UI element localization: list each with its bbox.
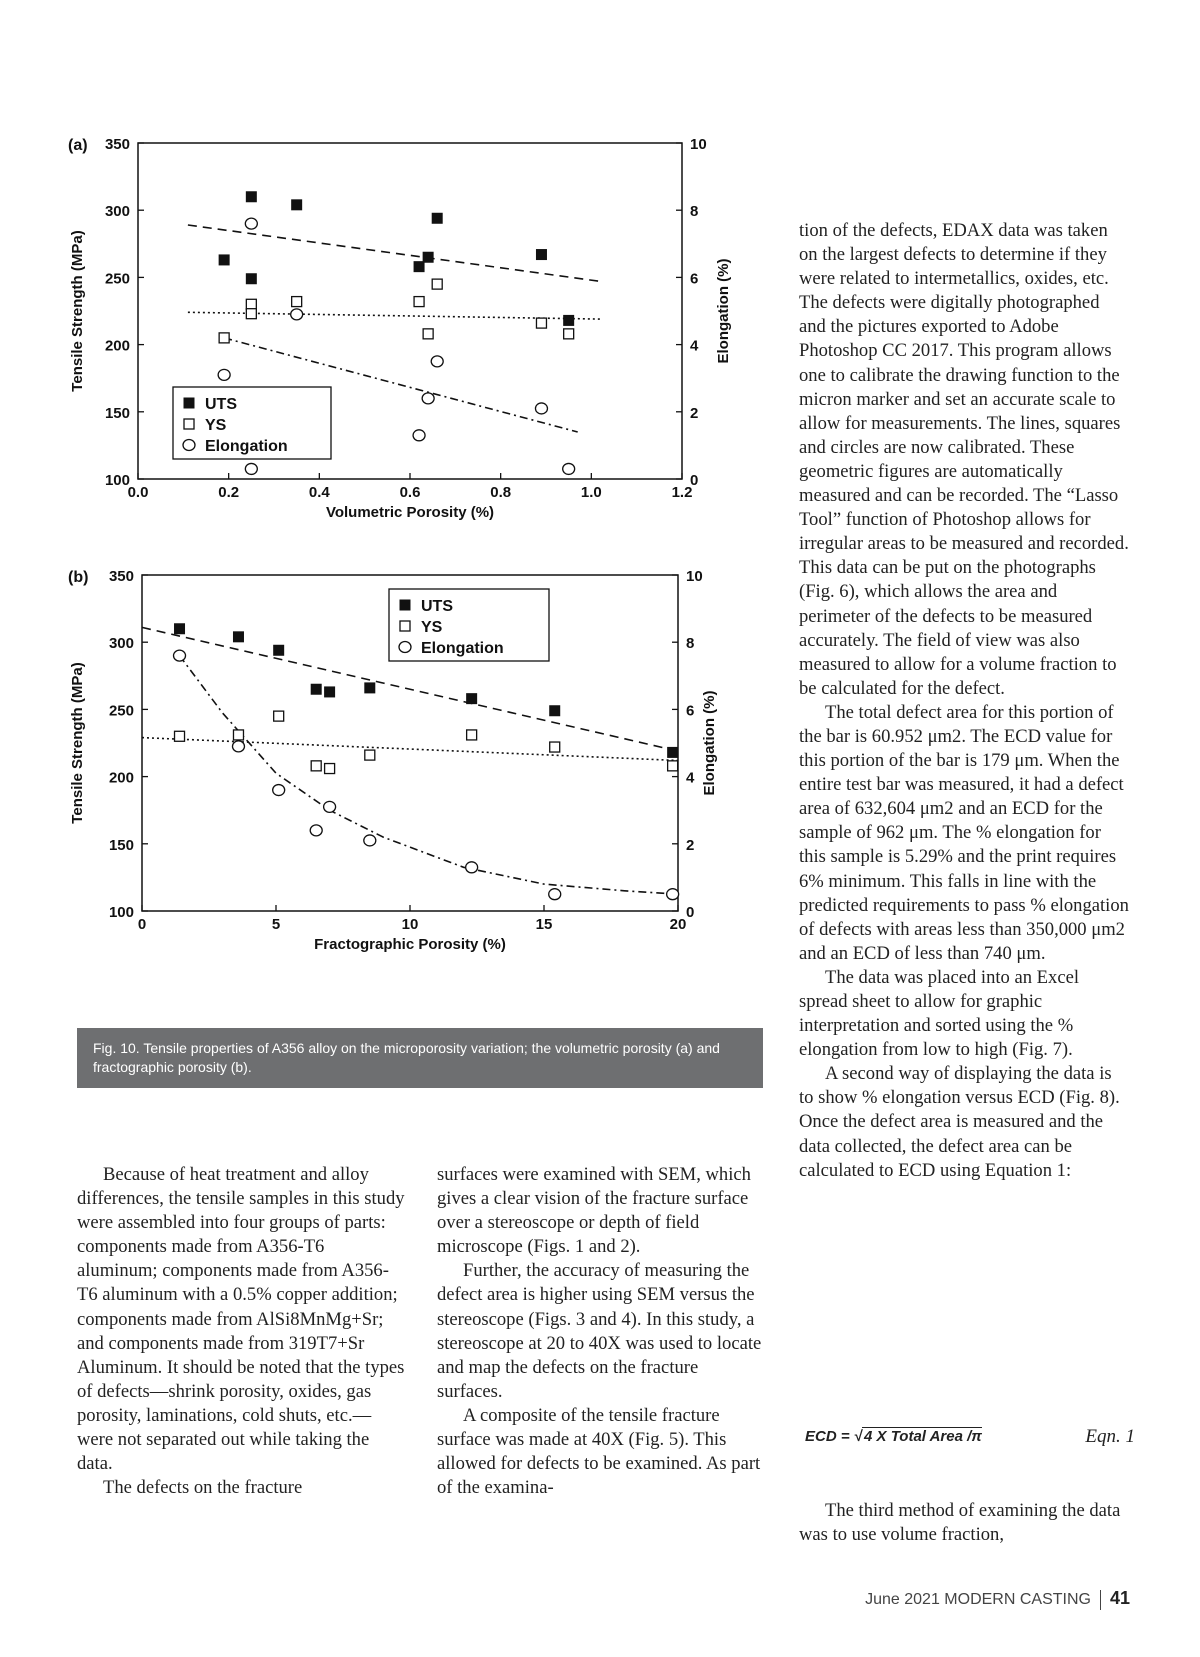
legend-marker-uts [184, 398, 195, 409]
paragraph: Because of heat treatment and alloy differences, the tensile samples in this study were assembled into four groups of parts: components made from A356-T6 aluminum; components made from A356-T6 aluminum with a 0.5% copper addition; components made from AlSi8MnMg+Sr; and components made from 319T7+Sr Aluminum. It should be noted that the types of defects—shrink porosity, oxides, gas porosity, laminations, cold shuts, etc.—were not separated out while taking the data. [77, 1164, 405, 1475]
x-tick-label: 5 [271, 916, 281, 933]
text-column-3-end [799, 1499, 1129, 1547]
chart-b [68, 565, 750, 990]
y2-axis-label: Elongation (%) [701, 690, 718, 796]
data-point-elongation [291, 309, 303, 320]
legend-marker-elongation [183, 440, 195, 451]
y-tick-label: 100 [104, 472, 130, 489]
text-column-1 [77, 1163, 407, 1500]
data-point-uts [311, 684, 322, 695]
y2-tick-label: 10 [690, 136, 707, 153]
legend-label: YS [205, 417, 227, 434]
legend-marker-ys [400, 621, 410, 631]
paragraph: Further, the accuracy of measuring the defect area is higher using SEM versus the stereoscope (Figs. 3 and 4). In this study, a stereoscope at 20 to 40X was used to locate and map the defects on the fracture surfaces. [437, 1260, 762, 1402]
x-tick-label: 1.2 [671, 484, 693, 501]
paragraph: surfaces were examined with SEM, which gives a clear vision of the fracture surface over a stereoscope or depth of field microscope (Figs. 1 and 2). [437, 1164, 751, 1258]
x-tick-label: 10 [401, 916, 419, 933]
data-point-uts [423, 252, 434, 263]
paragraph: The defects on the fracture [103, 1477, 303, 1499]
y-axis-label: Tensile Strength (MPa) [69, 662, 86, 824]
x-tick-label: 0.6 [399, 484, 421, 501]
y2-tick-label: 10 [686, 568, 703, 585]
y2-tick-label: 4 [686, 769, 695, 787]
footer-date: June 2021 [865, 1591, 940, 1608]
data-point-elongation [364, 835, 376, 846]
paragraph: tion of the defects, EDAX data was taken on the largest defects to determine if they were related to intermetallics, oxides, etc. The defects were digitally photographed and the pictures exported to Adobe Photoshop CC 2017. This program allows one to calibrate the drawing function to the micron marker and set an accurate scale to allow for measurements. The lines, squares and circles are now calibrated. These geometric figures are automatically measured and can be recorded. The “Lasso Tool” function of Photoshop allows for irregular areas to be measured and recorded. This data can be put on the photographs (Fig. 6), which allows the area and perimeter of the defects to be measured accurately. The field of view was also measured to allow for a volume fraction to be calculated for the defect. [799, 220, 1129, 699]
data-point-uts [273, 645, 284, 656]
y2-axis-label: Elongation (%) [715, 258, 732, 364]
y-tick-label: 300 [108, 635, 134, 653]
x-tick-label: 0.2 [218, 484, 240, 501]
paragraph: A second way of displaying the data is to show % elongation versus ECD (Fig. 8). Once the defect area is measured and the data collected, the defect area can be calculated to ECD using Equation 1: [799, 1063, 1120, 1181]
legend-label: Elongation [421, 640, 504, 657]
y-tick-label: 150 [108, 836, 134, 854]
data-point-uts [549, 705, 560, 716]
data-point-elongation [245, 463, 257, 474]
data-point-elongation [174, 650, 186, 661]
data-point-uts [414, 261, 425, 272]
data-point-ys [414, 297, 424, 307]
chart-a [68, 130, 750, 560]
data-point-ys [536, 318, 546, 328]
data-point-elongation [667, 889, 679, 900]
data-point-uts [219, 254, 230, 265]
data-point-elongation [273, 785, 285, 796]
panel-label: (b) [68, 569, 89, 586]
trendline-elongation [180, 656, 679, 895]
data-point-ys [233, 730, 243, 740]
legend-label: YS [421, 619, 443, 636]
paragraph: The third method of examining the data was to use volume fraction, [799, 1500, 1121, 1546]
radical-sign: √ [853, 1428, 863, 1445]
data-point-elongation [549, 889, 561, 900]
x-axis-label: Fractographic Porosity (%) [314, 936, 506, 953]
data-point-uts [291, 199, 302, 210]
y-tick-label: 300 [104, 203, 130, 221]
y2-tick-label: 2 [686, 836, 695, 854]
legend-label: UTS [205, 396, 237, 413]
paragraph: A composite of the tensile fracture surface was made at 40X (Fig. 5). This allowed for defects to be examined. As part of the examina- [437, 1404, 761, 1499]
equation-formula [805, 1428, 982, 1445]
page-footer [865, 1588, 1130, 1610]
y-tick-label: 200 [104, 337, 130, 355]
chart-a-svg [68, 130, 750, 560]
y2-tick-label: 4 [690, 337, 699, 355]
y-axis-label: Tensile Strength (MPa) [69, 230, 86, 392]
data-point-uts [466, 693, 477, 704]
page-number: 41 [1109, 1588, 1130, 1608]
data-point-ys [274, 711, 284, 721]
y-tick-label: 150 [104, 404, 130, 422]
y2-tick-label: 6 [686, 702, 695, 720]
footer-divider [1100, 1590, 1101, 1610]
data-point-uts [324, 686, 335, 697]
legend-marker-ys [184, 419, 194, 429]
legend-label: Elongation [205, 438, 288, 455]
data-point-ys [365, 750, 375, 760]
data-point-ys [292, 297, 302, 307]
x-tick-label: 0.4 [308, 484, 330, 501]
data-point-ys [175, 731, 185, 741]
x-tick-label: 0.0 [127, 484, 149, 501]
data-point-elongation [232, 741, 244, 752]
y-tick-label: 350 [108, 568, 134, 585]
y2-tick-label: 0 [690, 472, 699, 489]
data-point-ys [467, 730, 477, 740]
data-point-ys [246, 309, 256, 319]
data-point-ys [668, 761, 678, 771]
data-point-elongation [324, 801, 336, 812]
data-point-uts [667, 747, 678, 758]
x-axis-label: Volumetric Porosity (%) [325, 504, 495, 521]
data-point-elongation [413, 430, 425, 441]
legend-marker-elongation [399, 642, 411, 653]
equation [805, 1428, 1135, 1458]
data-point-elongation [466, 862, 478, 873]
data-point-elongation [422, 393, 434, 404]
equation-radicand: 4 X Total Area /π [864, 1428, 982, 1445]
data-point-ys [564, 329, 574, 339]
data-point-ys [311, 761, 321, 771]
y2-tick-label: 2 [690, 404, 699, 422]
data-point-uts [432, 213, 443, 224]
data-point-elongation [563, 463, 575, 474]
data-point-elongation [431, 356, 443, 367]
equation-lhs: ECD = [805, 1428, 850, 1445]
legend [389, 589, 549, 661]
y-tick-label: 200 [108, 769, 134, 787]
data-point-uts [174, 623, 185, 634]
trendline-ys [142, 738, 678, 761]
y-tick-label: 250 [108, 702, 134, 720]
y2-tick-label: 8 [686, 635, 695, 653]
x-tick-label: 1.0 [580, 484, 602, 501]
y2-tick-label: 8 [690, 203, 699, 221]
data-point-uts [246, 191, 257, 202]
y2-tick-label: 0 [686, 904, 695, 921]
data-point-uts [563, 315, 574, 326]
data-point-uts [536, 249, 547, 260]
data-point-elongation [218, 369, 230, 380]
data-point-uts [246, 273, 257, 284]
paragraph: The data was placed into an Excel spread sheet to allow for graphic interpretation and sorted using the % elongation from low to high (Fig. 7). [799, 966, 1080, 1061]
y-tick-label: 250 [104, 270, 130, 288]
data-point-elongation [310, 825, 322, 836]
data-point-elongation [535, 403, 547, 414]
text-column-3 [799, 219, 1129, 1183]
x-tick-label: 0 [137, 916, 147, 933]
data-point-ys [246, 299, 256, 309]
x-tick-label: 20 [669, 916, 687, 933]
footer-magazine: MODERN CASTING [944, 1591, 1091, 1608]
y-tick-label: 350 [104, 136, 130, 153]
figure-caption: Fig. 10. Tensile properties of A356 alloy on the microporosity variation; the volumetric porosity (a) and fractographic porosity (b). [77, 1028, 763, 1088]
data-point-ys [432, 279, 442, 289]
chart-b-svg [68, 565, 750, 990]
panel-label: (a) [68, 137, 88, 154]
x-tick-label: 0.8 [490, 484, 512, 501]
y2-tick-label: 6 [690, 270, 699, 288]
data-point-uts [233, 631, 244, 642]
legend [173, 387, 331, 459]
data-point-uts [364, 682, 375, 693]
data-point-elongation [245, 218, 257, 229]
equation-number: Eqn. 1 [1085, 1426, 1135, 1447]
data-point-ys [325, 764, 335, 774]
legend-marker-uts [400, 600, 411, 611]
y-tick-label: 100 [108, 904, 134, 921]
legend-label: UTS [421, 598, 453, 615]
text-column-2 [437, 1163, 767, 1500]
data-point-ys [550, 742, 560, 752]
data-point-ys [423, 329, 433, 339]
x-tick-label: 15 [535, 916, 553, 933]
data-point-ys [219, 333, 229, 343]
paragraph: The total defect area for this portion of the bar is 60.952 μm2. The ECD value for this portion of the bar is 179 μm. When the entire test bar was measured, it had a defect area of 632,604 μm2 and an ECD for the sample of 962 μm. The % elongation for this sample is 5.29% and the print requires 6% minimum. This falls in line with the predicted requirements to pass % elongation of defects with areas less than 350,000 μm2 and an ECD of less than 740 μm. [799, 701, 1129, 964]
